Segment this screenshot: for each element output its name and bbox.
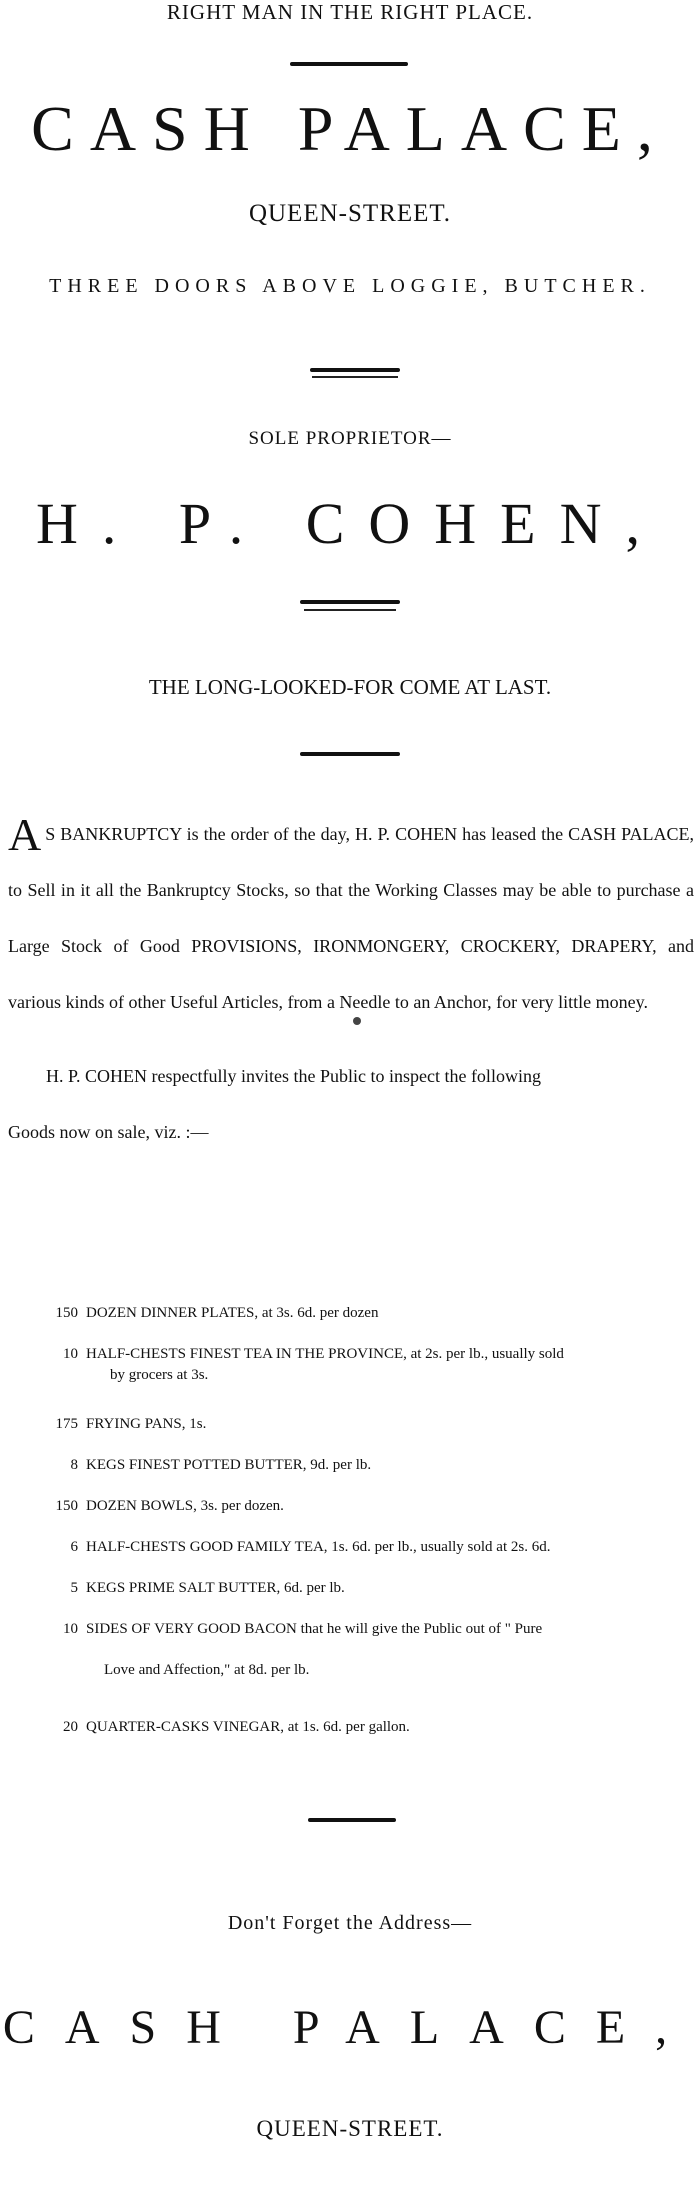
- item-text: QUARTER-CASKS VINEGAR, at 1s. 6d. per gallon.: [86, 1719, 410, 1735]
- tagline: THE LONG-LOOKED-FOR COME AT LAST.: [148, 675, 552, 699]
- list-item: [30, 1346, 690, 1416]
- proprietor-name: H. P. COHEN,: [36, 491, 664, 556]
- item-qty: 5: [70, 1580, 78, 1596]
- proprietor-label: SOLE PROPRIETOR—: [248, 428, 452, 449]
- item-qty: 8: [70, 1457, 78, 1473]
- location-line: THREE DOORS ABOVE LOGGIE, BUTCHER.: [49, 275, 651, 297]
- item-qty: 150: [55, 1305, 78, 1321]
- address-reminder: Don't Forget the Address—: [227, 1912, 473, 1934]
- divider: [300, 752, 400, 756]
- item-qty: 150: [55, 1498, 78, 1514]
- list-item: [30, 1305, 690, 1346]
- item-qty: 6: [70, 1539, 78, 1555]
- divider: [300, 600, 400, 604]
- ink-dot: [353, 1017, 361, 1025]
- item-text: HALF-CHESTS FINEST TEA IN THE PROVINCE, at 2s. per lb., usually sold: [86, 1346, 564, 1362]
- item-text: SIDES OF VERY GOOD BACON that he will give the Public out of " Pure: [86, 1621, 543, 1637]
- footer-title: CASH PALACE,: [2, 2001, 698, 2054]
- intro-text: S BANKRUPTCY is the order of the day, H. P. COHEN has leased the CASH PALACE, to Sell in it all the Bankruptcy Stocks, so that the Working Classes may be able to purchase a Large Stock of Good PROVISIONS, IRONMONGERY, CROCKERY, DRAPERY, and various kinds of other Useful Articles, from a Needle to an Anchor, for very little money.: [8, 824, 694, 1012]
- list-item: [30, 1416, 690, 1457]
- item-continuation: Love and Affection," at 8d. per lb.: [104, 1662, 310, 1678]
- item-qty: 10: [63, 1621, 78, 1637]
- list-item: [30, 1539, 690, 1580]
- headline-top: RIGHT MAN IN THE RIGHT PLACE.: [166, 0, 534, 24]
- divider: [304, 609, 396, 611]
- list-item: [30, 1498, 690, 1539]
- invitation-line-1: H. P. COHEN respectfully invites the Public to inspect the following: [46, 1066, 541, 1086]
- item-continuation: by grocers at 3s.: [110, 1367, 209, 1383]
- item-qty: 20: [63, 1719, 78, 1735]
- divider: [290, 62, 408, 66]
- item-text: KEGS FINEST POTTED BUTTER, 9d. per lb.: [86, 1457, 372, 1473]
- item-text: DOZEN DINNER PLATES, at 3s. 6d. per dozen: [86, 1305, 379, 1321]
- item-text: KEGS PRIME SALT BUTTER, 6d. per lb.: [86, 1580, 345, 1596]
- divider: [310, 368, 400, 372]
- list-item: [30, 1719, 690, 1760]
- divider: [312, 376, 398, 378]
- divider: [308, 1818, 396, 1822]
- list-item: [30, 1621, 690, 1662]
- item-qty: 10: [63, 1346, 78, 1362]
- invitation-paragraph: [8, 1048, 694, 1160]
- street-line: QUEEN-STREET.: [248, 200, 452, 227]
- item-text: HALF-CHESTS GOOD FAMILY TEA, 1s. 6d. per lb., usually sold at 2s. 6d.: [86, 1539, 551, 1555]
- item-qty: 175: [55, 1416, 78, 1432]
- list-item: [30, 1580, 690, 1621]
- footer-street: QUEEN-STREET.: [256, 2116, 444, 2141]
- invitation-line-2: Goods now on sale, viz. :—: [8, 1122, 209, 1142]
- drop-cap: A: [8, 809, 42, 860]
- list-item: [30, 1457, 690, 1498]
- item-text: DOZEN BOWLS, 3s. per dozen.: [86, 1498, 284, 1514]
- page-title: CASH PALACE,: [31, 93, 669, 164]
- intro-paragraph: [8, 806, 694, 1030]
- goods-list: [30, 1305, 690, 1760]
- item-text: FRYING PANS, 1s.: [86, 1416, 207, 1432]
